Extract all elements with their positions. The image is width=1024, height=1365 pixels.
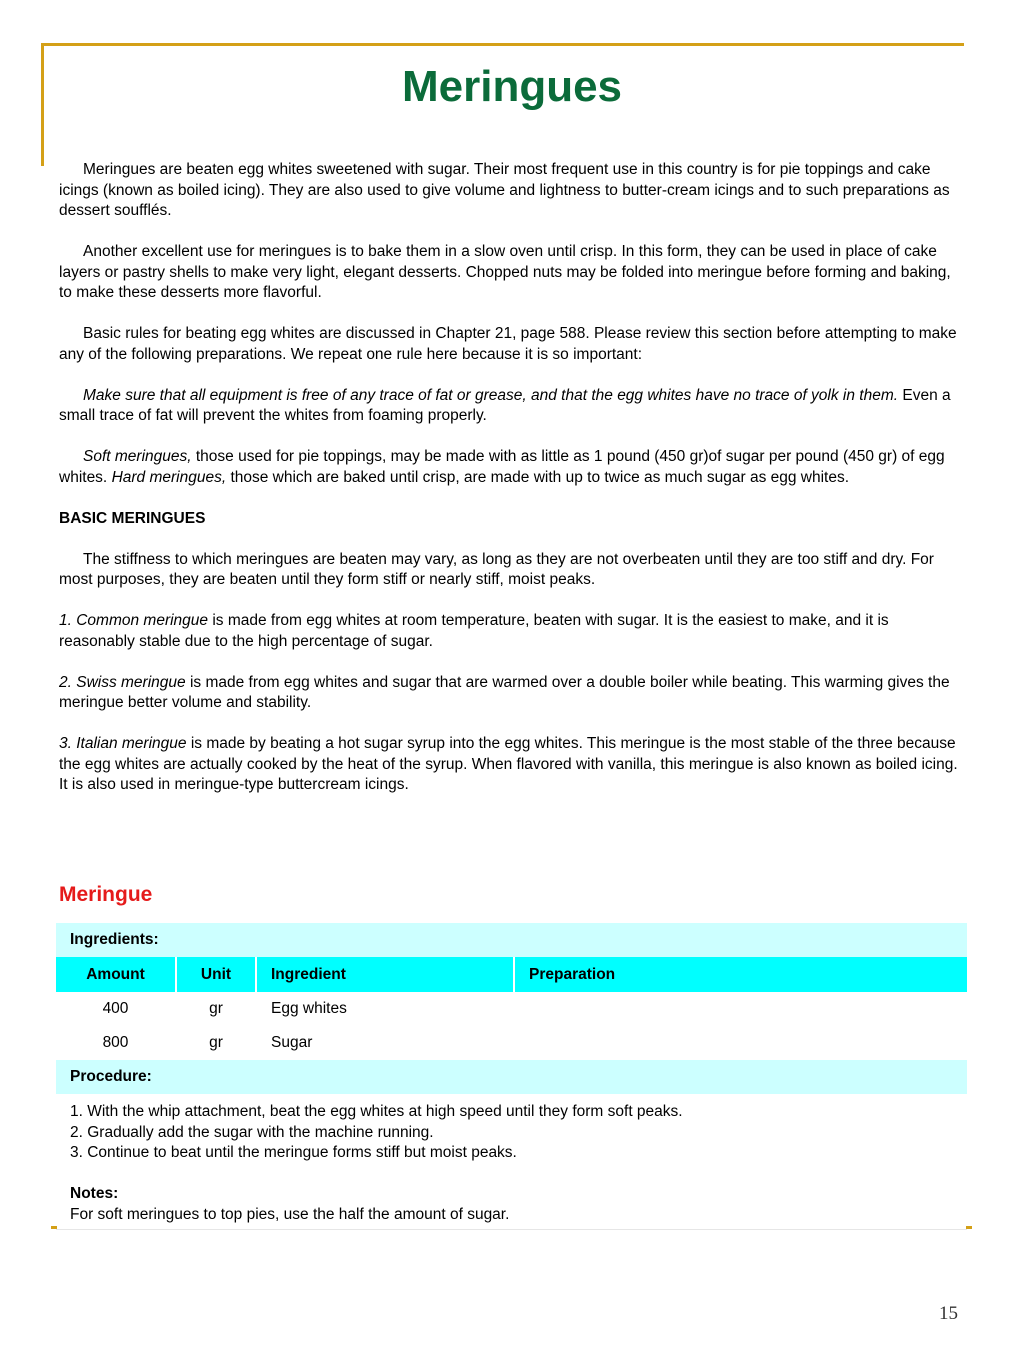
paragraph-baked-use: Another excellent use for meringues is to bake them in a slow oven until crisp. In this form, they can be used in place of cake layers or pastry shells to make very light, elegant desserts. Chopped nuts may be folded into meringue before forming and baking, to make these desserts more flavorful. [59, 243, 951, 301]
rule-text: Even a small trace of fat will prevent the whites from foaming properly. [59, 386, 951, 424]
procedure-section [56, 1094, 967, 1230]
rule-emphasis: Make sure that all equipment is free of any trace of fat or grease, and that the egg whites have no trace of yolk in them. [83, 386, 899, 404]
page-title: Meringues [401, 62, 623, 111]
recipe-table [56, 923, 967, 1230]
notes-text: For soft meringues to top pies, use the half the amount of sugar. [70, 1205, 510, 1223]
table-row [56, 1026, 967, 1060]
hard-meringues-term: Hard meringues, [111, 468, 227, 486]
cell-preparation [515, 992, 965, 1026]
cell-ingredient: Sugar [271, 1034, 313, 1051]
soft-meringues-text: those used for pie toppings, may be made with as little as 1 pound (450 gr)of sugar per pound (450 gr) of egg whites. [59, 448, 945, 486]
column-header-preparation: Preparation [515, 957, 967, 992]
cell-unit: gr [209, 1034, 223, 1051]
procedure-label: Procedure: [56, 1060, 967, 1094]
common-meringue-term: 1. Common meringue [59, 612, 209, 629]
italian-meringue-term: 3. Italian meringue [59, 735, 187, 752]
notes-label: Notes: [70, 1185, 119, 1202]
procedure-step: 2. Gradually add the sugar with the machine running. [70, 1123, 434, 1141]
section-heading: BASIC MERINGUES [59, 509, 206, 527]
common-meringue-text: is made from egg whites at room temperature, beaten with sugar. It is the easiest to make, and it is reasonably stable due to the high percentage of sugar. [59, 612, 889, 650]
table-row [56, 992, 967, 1026]
cell-amount: 400 [102, 1000, 129, 1017]
column-header-unit: Unit [177, 957, 255, 992]
paragraph-stiffness: The stiffness to which meringues are beaten may vary, as long as they are not overbeaten until they are too stiff and dry. For most purposes, they are beaten until they form stiff or nearly stiff, moist peaks. [59, 550, 934, 588]
ingredients-label: Ingredients: [56, 923, 967, 957]
paragraph-soft-hard [59, 447, 965, 488]
italian-meringue-text: is made by beating a hot sugar syrup into the egg whites. This meringue is the most stable of the three because the egg whites are actually cooked by the heat of the syrup. When flavored with vanilla, this meringue is also known as boiled icing. It is also used in meringue-type buttercream icings. [59, 735, 958, 793]
hard-meringues-text: those which are baked until crisp, are made with up to twice as much sugar as egg whites. [226, 468, 850, 486]
list-item-common [59, 611, 965, 652]
procedure-step: 1. With the whip attachment, beat the egg whites at high speed until they form soft peaks. [70, 1103, 683, 1120]
body-text [59, 160, 965, 816]
paragraph-basic-rules: Basic rules for beating egg whites are discussed in Chapter 21, page 588. Please review this section before attempting to make any of the following preparations. We repeat one rule here because it is so important: [59, 325, 957, 363]
cell-amount: 800 [102, 1034, 129, 1051]
frame-top-line [41, 43, 964, 46]
cell-preparation [515, 1026, 965, 1060]
paragraph-intro: Meringues are beaten egg whites sweetened with sugar. Their most frequent use in this country is for pie toppings and cake icings (known as boiled icing). They are also used to give volume and lightness to butter-cream icings and to such preparations as dessert soufflés. [59, 161, 950, 219]
cell-ingredient: Egg whites [271, 1000, 347, 1017]
column-header-ingredient: Ingredient [257, 957, 513, 992]
list-item-swiss [59, 673, 965, 714]
soft-meringues-term: Soft meringues, [83, 448, 192, 465]
paragraph-rule [59, 386, 965, 427]
procedure-step: 3. Continue to beat until the meringue forms stiff but moist peaks. [70, 1144, 517, 1161]
swiss-meringue-term: 2. Swiss meringue [59, 673, 186, 691]
swiss-meringue-text: is made from egg whites and sugar that are warmed over a double boiler while beating. This warming gives the meringue better volume and stability. [59, 673, 950, 711]
page-number: 15 [939, 1303, 958, 1324]
cell-unit: gr [209, 1000, 223, 1017]
recipe-title: Meringue [59, 883, 153, 906]
column-header-amount: Amount [56, 957, 175, 992]
table-header-row [56, 957, 967, 992]
list-item-italian [59, 734, 965, 796]
